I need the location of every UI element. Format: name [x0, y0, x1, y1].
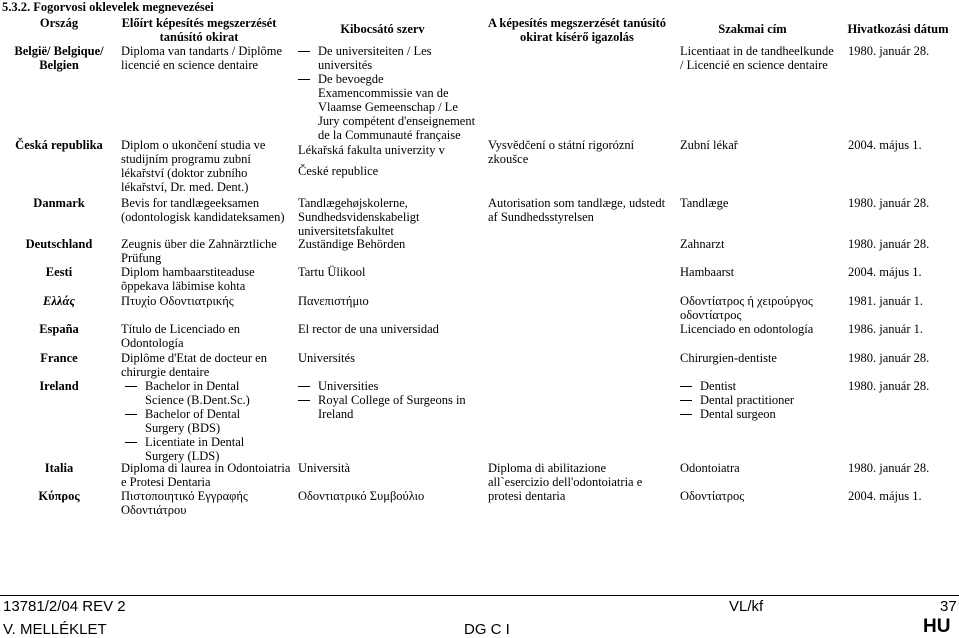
body-cell: Università [298, 461, 351, 475]
diploma-cell: Diplom o ukončení studia ve studijním programu zubní lékařství (doktor zubního lékařství, Dr. med. Dent.) [121, 138, 266, 194]
date-cell: 1980. január 28. [848, 379, 930, 393]
date-cell: 1980. január 28. [848, 44, 930, 58]
diploma-item: Bachelor in Dental Science (B.Dent.Sc.) [121, 379, 256, 407]
title-item: Dental practitioner [676, 393, 836, 407]
header-title: Szakmai cím [718, 22, 787, 36]
footer-dg: DG C I [464, 621, 510, 638]
diploma-cell: Diploma van tandarts / Diplôme licencié en science dentaire [121, 44, 283, 72]
country-cell: België/ Belgique/ Belgien [14, 44, 104, 72]
title-cell: Οδοντίατρος [680, 489, 745, 503]
body-cell: Zuständige Behörden [298, 237, 406, 251]
header-diploma: Előírt képesítés megszerzését tanúsító okirat [121, 16, 277, 44]
body-cell: Lékařská fakulta univerzity v České republice [298, 143, 445, 178]
header-date: Hivatkozási dátum [847, 22, 949, 36]
country-cell: España [39, 322, 79, 336]
date-cell: 1980. január 28. [848, 237, 930, 251]
certificate-cell: Autorisation som tandlæge, udstedt af Sundhedsstyrelsen [488, 196, 666, 224]
title-cell: Odontoiatra [680, 461, 740, 475]
diploma-cell: Diplom hambaarstiteaduse õppekava läbimise kohta [121, 265, 255, 293]
country-cell: Ireland [39, 379, 79, 393]
country-cell: Italia [44, 461, 74, 475]
date-cell: 1980. január 28. [848, 351, 930, 365]
title-cell: Tandlæge [680, 196, 729, 210]
title-cell [676, 379, 836, 421]
country-cell: France [40, 351, 78, 365]
body-item: Universities [294, 379, 474, 393]
body-cell: Tandlægehøjskolerne, Sundhedsvidenskabeligt universitetsfakultet [298, 196, 420, 238]
header-certificate: A képesítés megszerzését tanúsító okirat kísérő igazolás [487, 16, 667, 44]
footer-divider [0, 595, 959, 596]
title-cell: Hambaarst [680, 265, 735, 279]
country-cell: Danmark [33, 196, 85, 210]
title-cell: Chirurgien-dentiste [680, 351, 777, 365]
diploma-cell: Πιστοποιητικό Εγγραφής Οδοντιάτρου [121, 489, 248, 517]
country-cell: Deutschland [25, 237, 93, 251]
date-cell: 1980. január 28. [848, 461, 930, 475]
footer-annex: V. MELLÉKLET [3, 621, 107, 638]
country-cell: Česká republika [15, 138, 103, 152]
footer-page-number: 37 [940, 598, 957, 615]
date-cell: 2004. május 1. [848, 138, 922, 152]
country-cell: Ελλάς [43, 294, 75, 308]
footer-initials: VL/kf [729, 598, 764, 615]
header-country: Ország [39, 16, 79, 30]
date-cell: 1980. január 28. [848, 196, 930, 210]
certificate-cell: Vysvědčení o státní rigorózní zkoušce [488, 138, 635, 166]
body-cell: Οδοντιατρικό Συμβούλιο [298, 489, 425, 503]
date-cell: 1986. január 1. [848, 322, 923, 336]
diploma-cell [121, 379, 256, 463]
diploma-cell: Diplôme d'Etat de docteur en chirurgie dentaire [121, 351, 267, 379]
diploma-cell: Título de Licenciado en Odontología [121, 322, 241, 350]
title-cell: Zubní lékař [680, 138, 738, 152]
body-cell: Tartu Ülikool [298, 265, 366, 279]
date-cell: 2004. május 1. [848, 489, 922, 503]
date-cell: 1981. január 1. [848, 294, 923, 308]
diploma-cell: Diploma di laurea in Odontoiatria e Protesi Dentaria [121, 461, 291, 489]
body-cell: El rector de una universidad [298, 322, 439, 336]
body-cell [294, 379, 474, 421]
title-item: Dental surgeon [676, 407, 836, 421]
diploma-cell: Bevis for tandlægeeksamen (odontologisk kandidateksamen) [121, 196, 285, 224]
title-cell: Οδοντίατρος ή χειρούργος οδοντίατρος [680, 294, 813, 322]
body-item: De universiteiten / Les universités [294, 44, 480, 72]
diploma-cell: Zeugnis über die Zahnärztliche Prüfung [121, 237, 277, 265]
footer-doc-ref: 13781/2/04 REV 2 [3, 598, 126, 615]
title-cell: Zahnarzt [680, 237, 725, 251]
body-cell: Πανεπιστήμιο [298, 294, 369, 308]
certificate-cell: Diploma di abilitazione all`esercizio dell'odontoiatria e protesi dentaria [488, 461, 643, 503]
footer-language: HU [923, 616, 951, 637]
diploma-cell: Πτυχίο Οδοντιατρικής [121, 294, 234, 308]
country-cell: Eesti [45, 265, 73, 279]
title-item: Dentist [676, 379, 836, 393]
diploma-item: Bachelor of Dental Surgery (BDS) [121, 407, 256, 435]
date-cell: 2004. május 1. [848, 265, 922, 279]
body-item: De bevoegde Examencommissie van de Vlaamse Gemeenschap / Le Jury compétent d'enseignement de la Communauté française [294, 72, 480, 142]
title-cell: Licenciado en odontología [680, 322, 814, 336]
title-cell: Licentiaat in de tandheelkunde / Licencié en science dentaire [680, 44, 834, 72]
body-cell [294, 44, 480, 142]
country-cell: Κύπρος [38, 489, 80, 503]
body-cell: Universités [298, 351, 355, 365]
header-body: Kibocsátó szerv [340, 22, 425, 36]
body-item: Royal College of Surgeons in Ireland [294, 393, 474, 421]
diploma-item: Licentiate in Dental Surgery (LDS) [121, 435, 256, 463]
section-title: 5.3.2. Fogorvosi oklevelek megnevezései [2, 0, 214, 14]
